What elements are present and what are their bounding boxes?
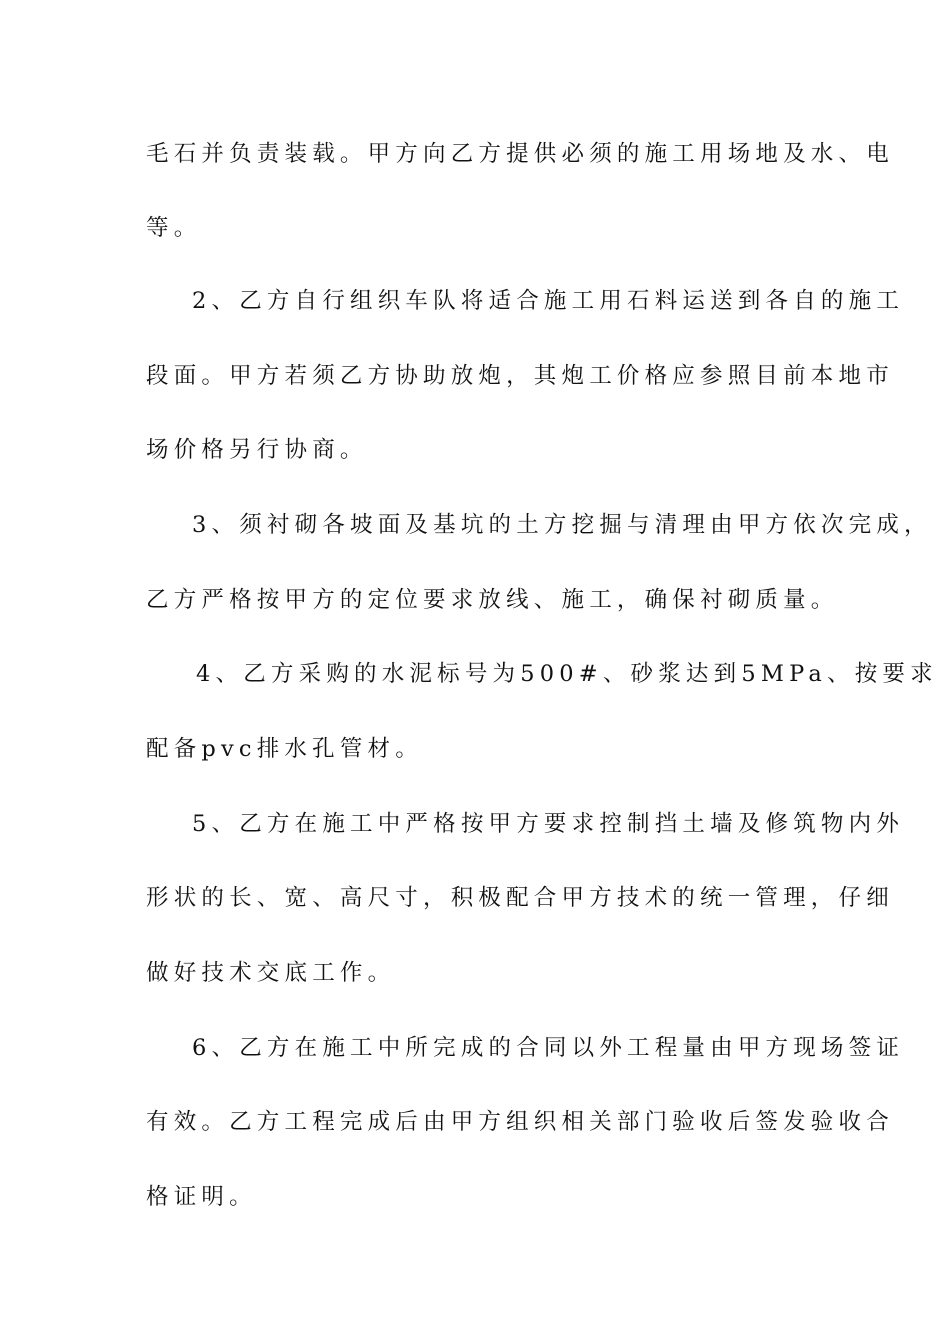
text-line: 格证明。 <box>146 1184 257 1210</box>
text-line: 4、乙方采购的水泥标号为500#、砂浆达到5MPa、按要求 <box>196 661 938 687</box>
text-line: 毛石并负责装载。甲方向乙方提供必须的施工用场地及水、电 <box>146 141 894 167</box>
text-line: 形状的长、宽、高尺寸，积极配合甲方技术的统一管理，仔细 <box>146 885 894 911</box>
text-line: 等。 <box>146 215 202 241</box>
text-line: 有效。乙方工程完成后由甲方组织相关部门验收后签发验收合 <box>146 1109 894 1135</box>
text-line: 场价格另行协商。 <box>146 437 368 463</box>
text-line: 5、乙方在施工中严格按甲方要求控制挡土墙及修筑物内外 <box>192 811 905 837</box>
text-line: 2、乙方自行组织车队将适合施工用石料运送到各自的施工 <box>192 288 905 314</box>
text-line: 乙方严格按甲方的定位要求放线、施工，确保衬砌质量。 <box>146 587 839 613</box>
text-line: 6、乙方在施工中所完成的合同以外工程量由甲方现场签证 <box>192 1035 905 1061</box>
text-line: 配备pvc排水孔管材。 <box>146 736 423 762</box>
text-line: 做好技术交底工作。 <box>146 960 396 986</box>
text-line: 3、须衬砌各坡面及基坑的土方挖掘与清理由甲方依次完成， <box>192 512 932 538</box>
text-line: 段面。甲方若须乙方协助放炮，其炮工价格应参照目前本地市 <box>146 363 894 389</box>
